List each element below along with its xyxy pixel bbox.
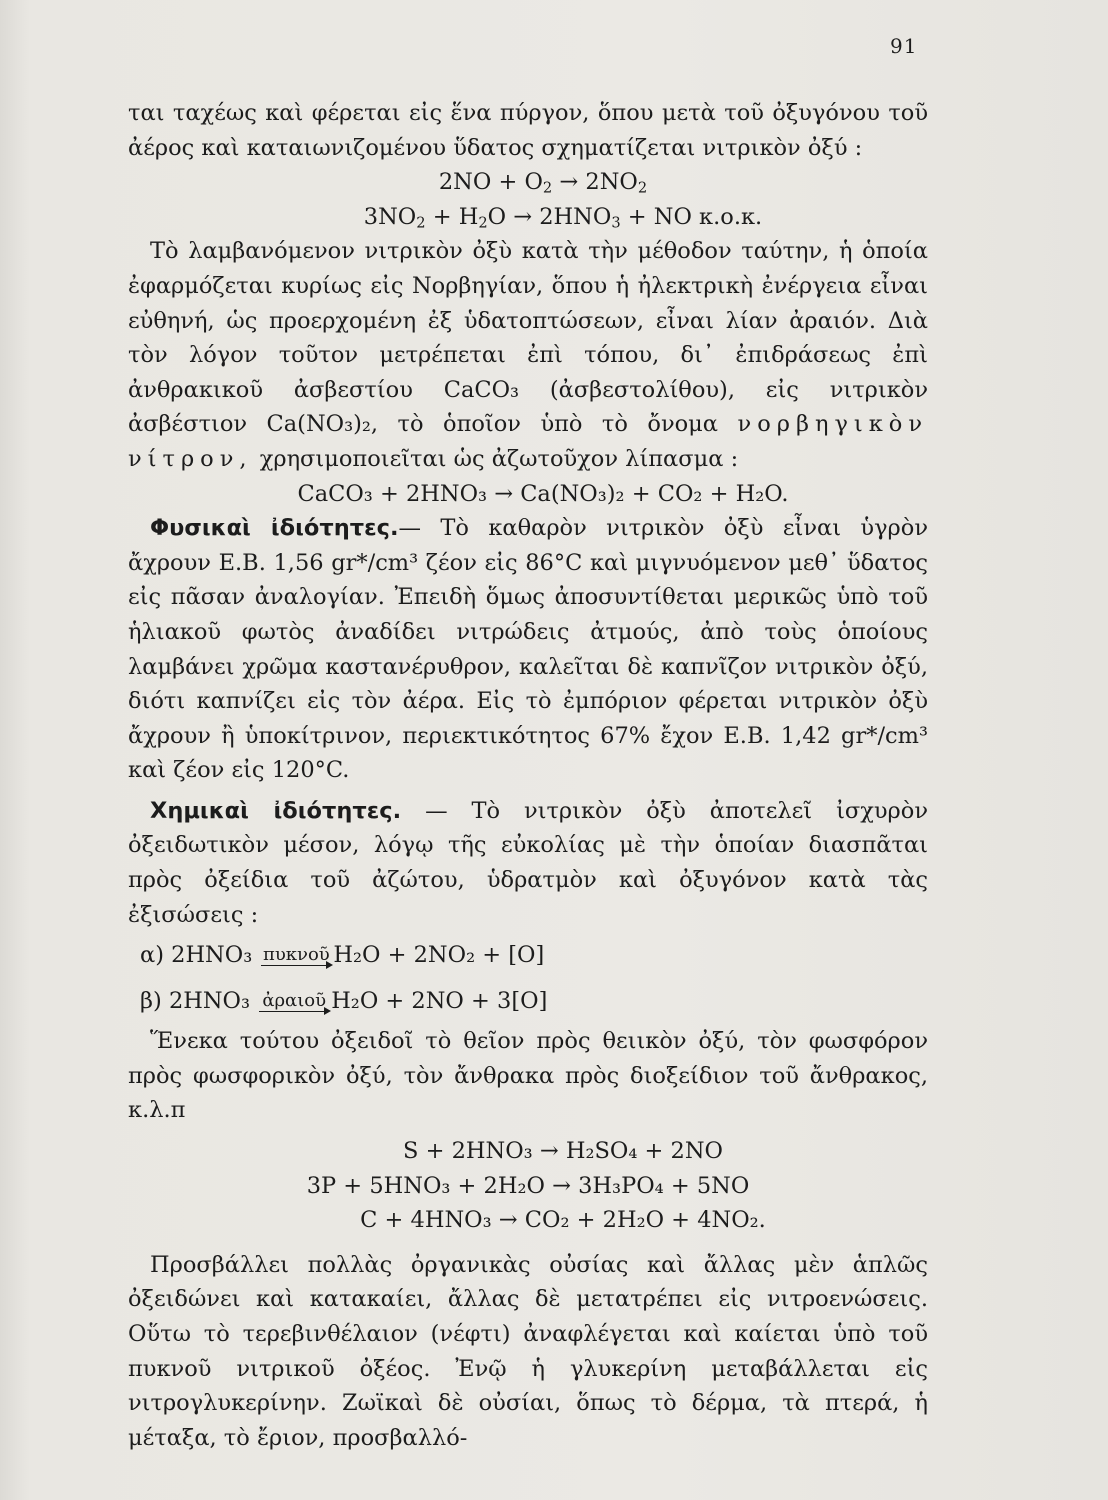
heading-chemical-properties: Χημικαὶ ἰδιότητες. [150, 797, 402, 824]
paragraph-5: Ἕνεκα τούτου ὀξειδοῖ τὸ θεῖον πρὸς θειικὸν ὀξύ, τὸν φωσφόρον πρὸς φωσφορικὸν ὀξύ, τὸν ἄνθρακα πρὸς διοξείδιον τοῦ ἄνθρακος, κ.λ.π [128, 1028, 928, 1124]
page-number: 91 [890, 34, 918, 58]
equation-2: $3NO_2 + H_2O \to 2HNO_3$ + NO κ.ο.κ. [363, 203, 763, 232]
equation-4: α) 2HNO₃ πυκνοῦ H₂O + 2NO₂ + [O] [140, 942, 545, 969]
paragraph-6: Προσβάλλει πολλὰς ὀργανικὰς οὐσίας καὶ ἄλλας μὲν ἁπλῶς ὀξειδώνει καὶ κατακαίει, ἄλλας δὲ μετατρέπει εἰς νιτροενώσεις. Οὕτω τὸ τερεβινθέλαιον (νέφτι) ἀναφλέγεται καὶ καίεται ὑπὸ τοῦ πυκνοῦ νιτρικοῦ ὀξέος. Ἐνῷ ἡ γλυκερίνη μεταβάλλεται εἰς νιτρογλυκερίνην. Ζωϊκαὶ δὲ οὐσίαι, ὅπως τὸ δέρμα, τὰ πτερά, ἡ μέταξα, τὸ ἔριον, προσβαλλό- [128, 1251, 928, 1451]
paragraph-3: Φυσικαὶ ἰδιότητες.— Τὸ καθαρὸν νιτρικὸν ὀξὺ εἶναι ὑγρὸν ἄχρουν Ε.Β. 1,56 gr*/cm³ ζέον εἰς 86°C καὶ μιγνυόμενον μεθ᾽ ὕδατος εἰς πᾶσαν ἀναλογίαν. Ἐπειδὴ ὅμως ἀποσυντίθεται μερικῶς ὑπὸ τοῦ ἡλιακοῦ φωτὸς ἀναδίδει νιτρώδεις ἀτμούς, ἀπὸ τοὺς ὁποίους λαμβάνει χρῶμα καστανέρυθρον, καλεῖται δὲ καπνῖζον νιτρικὸν ὀξύ, διότι καπνίζει εἰς τὸν ἀέρα. Εἰς τὸ ἐμπόριον φέρεται νιτρικὸν ὀξὺ ἄχρουν ἢ ὑποκίτρινον, περιεκτικότητος 67% ἔχον Ε.Β. 1,42 gr*/cm³ καὶ ζέον εἰς 120°C. [128, 515, 928, 784]
equation-5: β) 2HNO₃ ἀραιοῦ H₂O + 2NO + 3[O] [140, 988, 548, 1015]
paragraph-1: ται ταχέως καὶ φέρεται εἰς ἕνα πύργον, ὅπου μετὰ τοῦ ὀξυγόνου τοῦ ἀέρος καὶ καταιωνιζομένου ὕδατος σχηματίζεται νιτρικὸν ὀξύ : [128, 100, 928, 161]
arrow-with-label: ἀραιοῦ [259, 993, 329, 1012]
page-body [128, 96, 928, 1455]
equation-1: $2NO + O_2 \to 2NO_2$ [438, 169, 648, 197]
paragraph-4: Χημικαὶ ἰδιότητες. — Τὸ νιτρικὸν ὀξὺ ἀποτελεῖ ἰσχυρὸν ὀξειδωτικὸν μέσον, λόγῳ τῆς εὐκολίας μὲ τὴν ὁποίαν διασπᾶται πρὸς ὀξείδια τοῦ ἀζώτου, ὑδρατμὸν καὶ ὀξυγόνον κατὰ τὰς ἐξισώσεις : [128, 797, 929, 928]
heading-physical-properties: Φυσικαὶ ἰδιότητες. [150, 515, 399, 542]
spaced-term: νορβηγικὸν νίτρον, [128, 411, 929, 472]
equation-6: S + 2HNO₃ → H₂SO₄ + 2NO [403, 1138, 723, 1165]
equation-3: CaCO₃ + 2HNO₃ → Ca(NO₃)₂ + CO₂ + H₂O. [297, 480, 789, 507]
paragraph-2: Τὸ λαμβανόμενον νιτρικὸν ὀξὺ κατὰ τὴν μέθοδον ταύτην, ἡ ὁποία ἐφαρμόζεται κυρίως εἰς Νορβηγίαν, ὅπου ἡ ἠλεκτρικὴ ἐνέργεια εἶναι εὐθηνή, ὡς προερχομένη ἐξ ὑδατοπτώσεων, εἶναι λίαν ἀραιόν. Διὰ τὸν λόγον τοῦτον μετρέπεται ἐπὶ τόπου, δι᾽ ἐπιδράσεως ἐπὶ ἀνθρακικοῦ ἀσβεστίου CaCO₃ (ἀσβεστολίθου), εἰς νιτρικὸν ἀσβέστιον Ca(NO₃)₂, τὸ ὁποῖον ὑπὸ τὸ ὄνομα νορβηγικὸν νίτρον, χρησιμοποιεῖται ὡς ἀζωτοῦχον λίπασμα : [128, 238, 929, 472]
equation-8: C + 4HNO₃ → CO₂ + 2H₂O + 4NO₂. [360, 1207, 766, 1234]
equation-7: 3P + 5HNO₃ + 2H₂O → 3H₃PO₄ + 5NO [306, 1172, 750, 1199]
arrow-with-label: πυκνοῦ [263, 943, 330, 965]
